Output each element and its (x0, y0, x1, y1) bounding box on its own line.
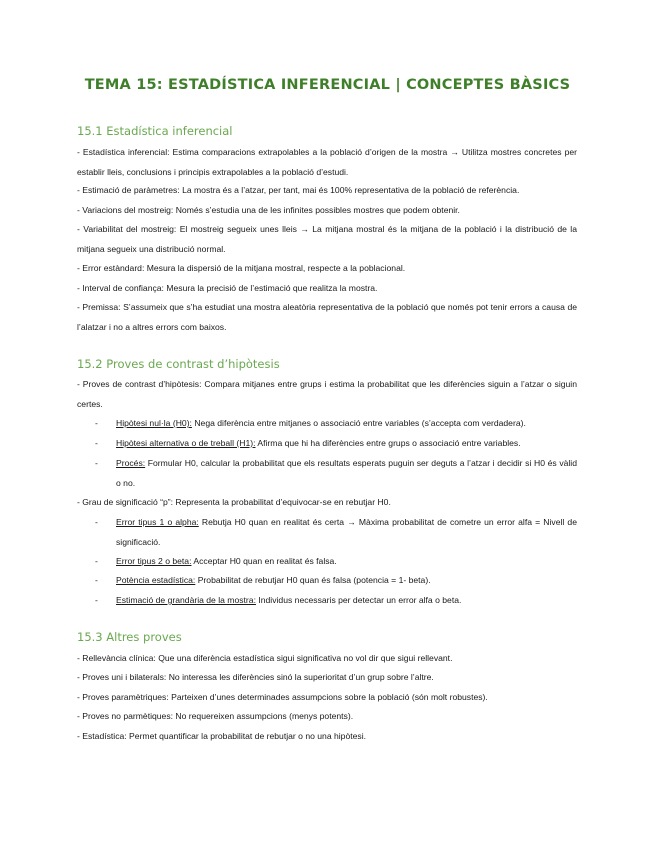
paragraph: - Grau de significació “p”: Representa la probabilitat d’equivocar-se en rebutjar H0. (77, 497, 391, 507)
bullet-dash: - (95, 595, 98, 605)
term: Estimació de grandària de la mostra: (116, 595, 256, 605)
bullet-dash: - (95, 418, 98, 428)
section-heading-15-1: 15.1 Estadística inferencial (77, 124, 233, 138)
definition: Formular H0, calcular la probabilitat que els resultats esperats puguin ser deguts a l’atzar i decidir si H0 és vàlid o no. (116, 458, 577, 488)
paragraph: - Variacions del mostreig: Només s’estudia una de les infinites possibles mostres que podem obtenir. (77, 205, 460, 215)
bullet-dash: - (95, 556, 98, 566)
definition: Probabilitat de rebutjar H0 quan és falsa (potencia = 1- beta). (195, 575, 431, 585)
term: Hipòtesi alternativa o de treball (H1): (116, 438, 256, 448)
section-heading-15-2: 15.2 Proves de contrast d’hipòtesis (77, 357, 280, 371)
bullet-dash: - (95, 458, 98, 468)
paragraph: - Variabilitat del mostreig: El mostreig segueix unes lleis → La mitjana mostral és la mitjana de la població i la distribució de la mitjana segueix una distribució normal. (77, 224, 577, 254)
paragraph: - Estadística: Permet quantificar la probabilitat de rebutjar o no una hipòtesi. (77, 731, 367, 741)
paragraph: - Proves de contrast d’hipòtesis: Compara mitjanes entre grups i estima la probabilitat que les diferències siguin a l’atzar o siguin certes. (77, 379, 577, 409)
paragraph: - Interval de confiança: Mesura la precisió de l’estimació que realitza la mostra. (77, 283, 378, 293)
term: Error tipus 1 o alpha: (116, 517, 199, 527)
bullet-dash: - (95, 438, 98, 448)
paragraph: - Proves no parmètiques: No requereixen assumpcions (menys potents). (77, 711, 354, 721)
definition: Afirma que hi ha diferències entre grups o associació entre variables. (255, 438, 521, 448)
paragraph: - Estadística inferencial: Estima comparacions extrapolables a la població d’origen de la mostra → Utilitza mostres concretes per establir lleis, conclusions i principis extrapolables a la població d’estudi. (77, 147, 577, 177)
paragraph: - Premissa: S’assumeix que s’ha estudiat una mostra aleatòria representativa de la població que només pot tenir errors a causa de l’alatzar i no a altres errors com baixos. (77, 302, 577, 332)
page-title: TEMA 15: ESTADÍSTICA INFERENCIAL | CONCEPTES BÀSICS (84, 77, 571, 93)
paragraph: - Proves uni i bilaterals: No interessa les diferències sinó la superioritat d’un grup sobre l’altre. (77, 672, 434, 682)
section-heading-15-3: 15.3 Altres proves (77, 630, 182, 644)
bullet-dash: - (95, 575, 98, 585)
paragraph: - Proves paramètriques: Parteixen d’unes determinades assumpcions sobre la població (són molt robustes). (77, 692, 488, 702)
paragraph: - Error estàndard: Mesura la dispersió de la mitjana mostral, respecte a la poblacional. (77, 263, 406, 273)
term: Error tipus 2 o beta: (116, 556, 192, 566)
paragraph: - Estimació de paràmetres: La mostra és a l’atzar, per tant, mai és 100% representativa de la població de referència. (77, 185, 520, 195)
term: Hipòtesi nul·la (H0): (116, 418, 192, 428)
definition: Rebutja H0 quan en realitat és certa → Màxima probabilitat de cometre un error alfa = Nivell de significació. (116, 517, 577, 547)
definition: Nega diferència entre mitjanes o associació entre variables (s’accepta com verdadera). (191, 418, 526, 428)
definition: Individus necessaris per detectar un error alfa o beta. (255, 595, 462, 605)
term: Potència estadística: (116, 575, 196, 585)
term: Procés: (116, 458, 146, 468)
bullet-dash: - (95, 517, 98, 527)
paragraph: - Rellevància clínica: Que una diferència estadística sigui significativa no vol dir que sigui rellevant. (77, 653, 453, 663)
definition: Acceptar H0 quan en realitat és falsa. (191, 556, 337, 566)
